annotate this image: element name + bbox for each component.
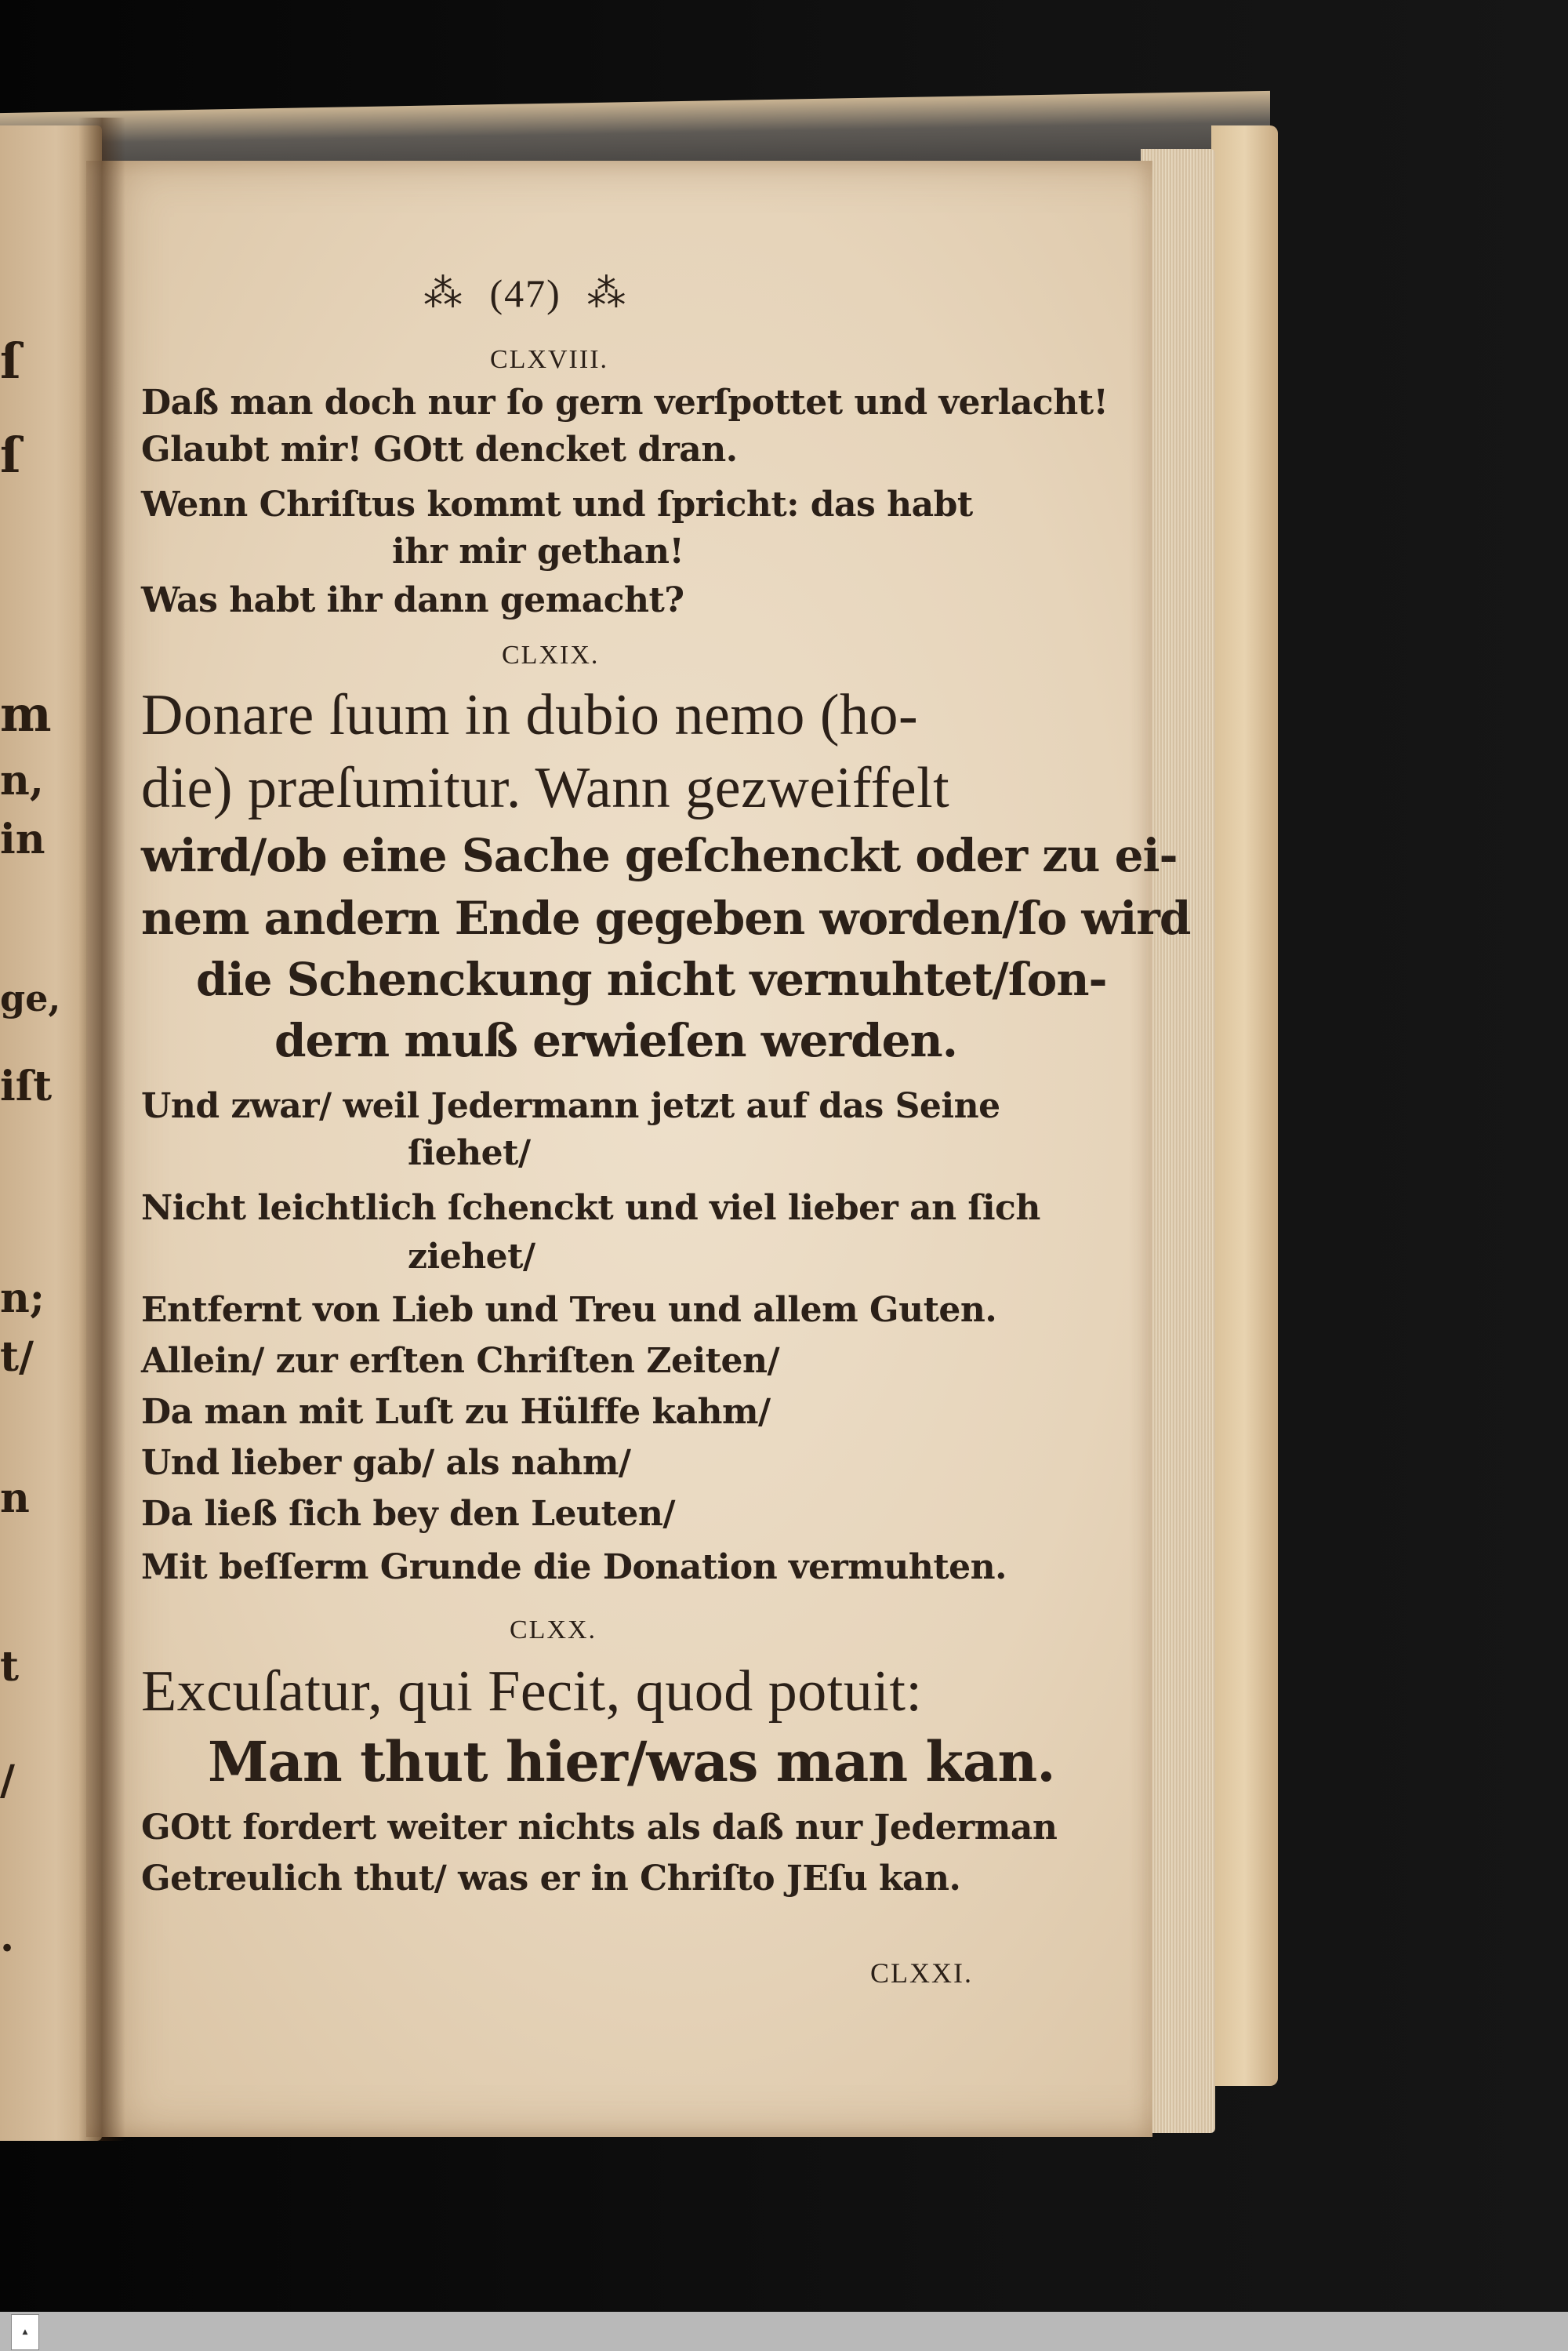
ornament-right: ⁂: [586, 271, 628, 315]
heading-line: die) præſumitur. Wann gezweiffelt: [141, 756, 950, 820]
left-fragment: /: [0, 1757, 15, 1804]
left-fragment: t/: [0, 1333, 34, 1381]
section-numeral: CLXIX.: [502, 641, 600, 670]
left-fragment: ſ: [0, 427, 21, 484]
verse-line: Nicht leichtlich ſchenckt und viel lieber an ſich: [141, 1188, 1040, 1228]
verse-line: Getreulich thut/ was er in Chriſto JEſu kan.: [141, 1859, 961, 1899]
left-fragment: n;: [0, 1274, 45, 1322]
verse-line: Was habt ihr dann gemacht?: [141, 580, 684, 620]
verse-line: ſiehet/: [408, 1133, 531, 1173]
verse-line: Und lieber gab/ als nahm/: [141, 1443, 631, 1483]
verse-line: ihr mir gethan!: [392, 532, 684, 572]
left-fragment: .: [0, 1913, 15, 1961]
verse-line: Allein/ zur erſten Chriſten Zeiten/: [141, 1341, 780, 1381]
left-fragment: m: [0, 685, 52, 743]
left-fragment: n: [0, 1474, 30, 1522]
heading-line: dern muß erwieſen werden.: [274, 1014, 957, 1067]
ornament-left: ⁂: [423, 271, 464, 315]
left-fragment: ſ: [0, 332, 21, 390]
verse-line: Entfernt von Lieb und Treu und allem Guten.: [141, 1290, 997, 1330]
verse-line: Da man mit Luſt zu Hülffe kahm/: [141, 1392, 771, 1432]
left-fragment: iſt: [0, 1063, 53, 1110]
library-logo-icon[interactable]: ▲: [11, 2314, 39, 2350]
section-numeral: CLXVIII.: [490, 345, 609, 374]
left-fragment: n,: [0, 757, 44, 805]
heading-line: Excuſatur, qui Fecit, quod potuit:: [141, 1659, 923, 1724]
heading-line: Man thut hier/was man kan.: [208, 1729, 1055, 1794]
heading-line: wird/ob eine Sache geſchenckt oder zu ei-: [141, 829, 1178, 882]
left-fragment: in: [0, 816, 45, 863]
verse-line: Glaubt mir! GOtt dencket dran.: [141, 430, 738, 470]
verse-line: Wenn Chriſtus kommt und ſpricht: das habt: [141, 485, 973, 525]
page-number-text: (47): [489, 271, 561, 315]
viewer-footer-bar: [0, 2312, 1568, 2351]
verse-line: Da ließ ſich bey den Leuten/: [141, 1494, 675, 1534]
section-numeral: CLXX.: [510, 1615, 597, 1644]
page-number: [423, 271, 627, 316]
catchword: CLXXI.: [870, 1957, 973, 1989]
left-fragment: t: [0, 1643, 20, 1691]
book-page: [86, 161, 1191, 2137]
left-fragment: ge,: [0, 977, 61, 1019]
spine-shadow: [78, 118, 125, 2141]
verse-line: Mit beſſerm Grunde die Donation vermuhten.: [141, 1547, 1007, 1587]
verse-line: ziehet/: [408, 1237, 535, 1277]
verse-line: Daß man doch nur ſo gern verſpottet und verlacht!: [141, 383, 1109, 423]
book-cover-edge: [1211, 125, 1278, 2086]
verse-line: Und zwar/ weil Jedermann jetzt auf das Seine: [141, 1086, 1000, 1126]
heading-line: Donare ſuum in dubio nemo (ho-: [141, 683, 919, 747]
heading-line: nem andern Ende gegeben worden/ſo wird: [141, 892, 1191, 945]
heading-line: die Schenckung nicht vernuhtet/ſon-: [196, 953, 1107, 1006]
verse-line: GOtt fordert weiter nichts als daß nur Jederman: [141, 1808, 1058, 1848]
